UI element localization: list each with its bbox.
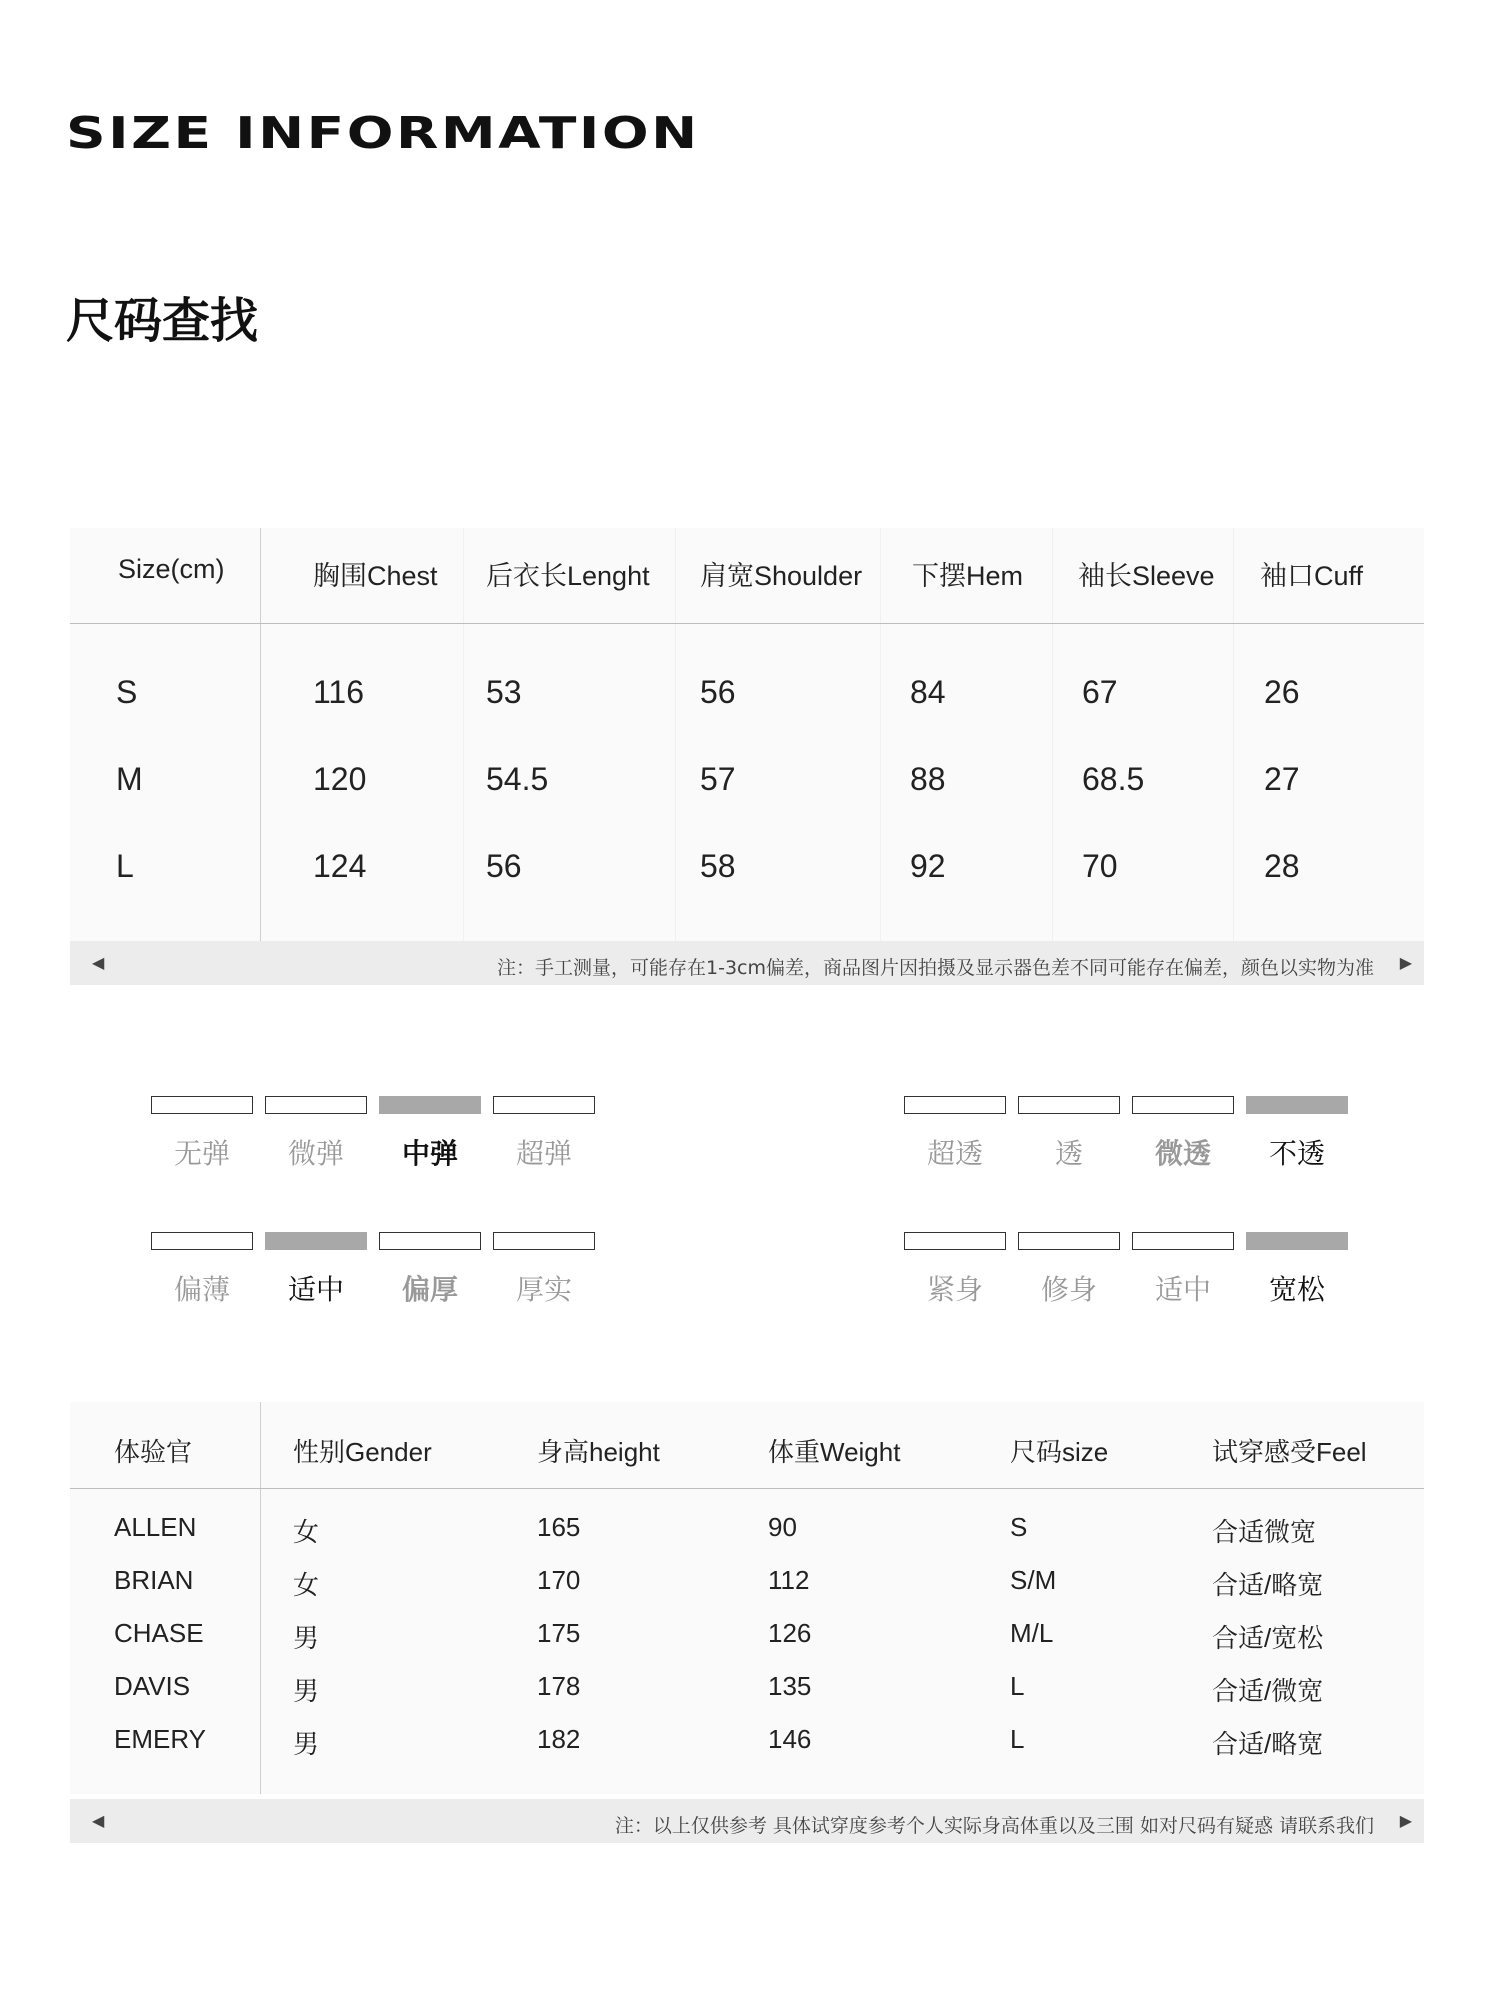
table-cell: 57: [700, 761, 736, 797]
page-subtitle: 尺码查找: [66, 293, 259, 349]
rating-box: [265, 1232, 367, 1250]
column-header: 肩宽Shoulder: [700, 561, 863, 591]
rating-label: 紧身: [926, 1273, 983, 1306]
column-header: 体重Weight: [768, 1437, 901, 1467]
table-cell: 56: [486, 848, 522, 884]
table-cell: 合适微宽: [1212, 1517, 1317, 1547]
table-cell: L: [1010, 1724, 1025, 1754]
column-divider: [463, 528, 464, 942]
rating-label: 微弹: [287, 1137, 344, 1170]
rating-box: [151, 1232, 253, 1250]
table-cell: DAVIS: [114, 1671, 191, 1701]
scroll-left-arrow-icon[interactable]: ◀: [92, 955, 105, 972]
table-cell: 178: [537, 1671, 581, 1701]
size-table: [70, 528, 1424, 942]
rating-label: 宽松: [1268, 1273, 1325, 1306]
scroll-right-arrow-icon[interactable]: ▶: [1399, 1813, 1412, 1830]
rating-label: 透: [1054, 1137, 1083, 1170]
rating-label: 中弹: [401, 1137, 458, 1170]
tester-table-scroll-bar: [70, 1799, 1424, 1843]
table-cell: 合适/宽松: [1212, 1623, 1324, 1653]
tester-table-note: 注：以上仅供参考 具体试穿度参考个人实际身高体重以及三围 如对尺码有疑惑 请联系我们: [614, 1815, 1374, 1837]
table-cell: 126: [768, 1618, 812, 1648]
column-header: 袖口Cuff: [1260, 561, 1364, 591]
column-divider: [1233, 528, 1234, 942]
rating-box: [493, 1096, 595, 1114]
table-cell: 28: [1264, 848, 1300, 884]
rating-label: 偏厚: [401, 1273, 458, 1306]
rating-box: [151, 1096, 253, 1114]
table-cell: 175: [537, 1618, 581, 1648]
table-cell: L: [116, 848, 134, 884]
table-cell: 68.5: [1082, 761, 1145, 797]
column-header: 袖长Sleeve: [1078, 561, 1215, 591]
rating-label: 超透: [926, 1137, 983, 1170]
rating-label: 无弹: [173, 1137, 230, 1170]
table-cell: 男: [293, 1729, 320, 1759]
table-cell: L: [1010, 1671, 1025, 1701]
rating-box: [904, 1096, 1006, 1114]
column-header: 性别Gender: [293, 1437, 432, 1467]
rating-label: 微透: [1154, 1137, 1211, 1170]
table-cell: 70: [1082, 848, 1118, 884]
rating-label: 适中: [1154, 1273, 1211, 1306]
table-cell: S: [116, 674, 138, 710]
table-cell: 170: [537, 1565, 581, 1595]
table-cell: BRIAN: [114, 1565, 194, 1595]
rating-label: 修身: [1040, 1273, 1097, 1306]
column-header: 胸围Chest: [313, 561, 438, 591]
table-cell: ALLEN: [114, 1512, 197, 1542]
table-cell: 116: [313, 674, 365, 710]
column-header: 身高height: [537, 1437, 660, 1467]
table-cell: 135: [768, 1671, 812, 1701]
table-cell: 165: [537, 1512, 581, 1542]
table-cell: CHASE: [114, 1618, 204, 1648]
rating-box: [1018, 1096, 1120, 1114]
table-cell: 合适/略宽: [1212, 1570, 1324, 1600]
table-cell: 53: [486, 674, 522, 710]
table-cell: 女: [293, 1517, 320, 1547]
table-cell: 54.5: [486, 761, 549, 797]
header-divider: [70, 1488, 1424, 1489]
size-table-note: 注：手工测量，可能存在1-3cm偏差，商品图片因拍摄及显示器色差不同可能存在偏差，颜色以实物为准: [497, 957, 1374, 979]
rating-box: [1246, 1096, 1348, 1114]
size-table-scroll-bar: [70, 941, 1424, 985]
column-header: 体验官: [114, 1437, 193, 1467]
scroll-left-arrow-icon[interactable]: ◀: [92, 1813, 105, 1830]
table-cell: S: [1010, 1512, 1028, 1542]
page-headline: SIZE INFORMATION: [66, 108, 700, 159]
table-cell: 26: [1264, 674, 1300, 710]
column-divider: [1052, 528, 1053, 942]
table-cell: EMERY: [114, 1724, 206, 1754]
tester-table: [70, 1402, 1424, 1794]
header-divider: [70, 623, 1424, 624]
rating-box: [379, 1096, 481, 1114]
rating-box: [265, 1096, 367, 1114]
table-cell: 120: [313, 761, 367, 797]
rating-box: [1132, 1232, 1234, 1250]
rating-box: [1132, 1096, 1234, 1114]
table-cell: 合适/略宽: [1212, 1729, 1324, 1759]
table-cell: M/L: [1010, 1618, 1054, 1648]
table-cell: 90: [768, 1512, 797, 1542]
table-cell: 88: [910, 761, 946, 797]
rating-box: [904, 1232, 1006, 1250]
scroll-right-arrow-icon[interactable]: ▶: [1399, 955, 1412, 972]
table-cell: 67: [1082, 674, 1118, 710]
column-header: 尺码size: [1010, 1437, 1109, 1467]
column-divider: [880, 528, 881, 942]
table-cell: 合适/微宽: [1212, 1676, 1324, 1706]
column-divider: [260, 528, 261, 942]
table-cell: 56: [700, 674, 736, 710]
table-cell: 男: [293, 1623, 320, 1653]
rating-label: 偏薄: [173, 1273, 230, 1306]
table-cell: 84: [910, 674, 946, 710]
table-cell: M: [116, 761, 143, 797]
column-header: 试穿感受Feel: [1212, 1437, 1367, 1467]
table-cell: 182: [537, 1724, 581, 1754]
table-cell: 92: [910, 848, 946, 884]
rating-label: 适中: [287, 1273, 344, 1306]
table-cell: 146: [768, 1724, 812, 1754]
rating-box: [1018, 1232, 1120, 1250]
rating-box: [379, 1232, 481, 1250]
column-header: 下摆Hem: [912, 561, 1024, 591]
rating-label: 超弹: [515, 1137, 572, 1170]
table-cell: 男: [293, 1676, 320, 1706]
rating-label: 不透: [1268, 1137, 1325, 1170]
table-cell: 58: [700, 848, 736, 884]
column-header: Size(cm): [118, 554, 225, 584]
table-cell: 112: [768, 1565, 810, 1595]
rating-box: [493, 1232, 595, 1250]
column-divider: [260, 1402, 261, 1794]
column-header: 后衣长Lenght: [486, 561, 650, 591]
table-cell: 124: [313, 848, 367, 884]
table-cell: S/M: [1010, 1565, 1057, 1595]
rating-box: [1246, 1232, 1348, 1250]
rating-label: 厚实: [515, 1273, 572, 1306]
table-cell: 女: [293, 1570, 320, 1600]
column-divider: [675, 528, 676, 942]
table-cell: 27: [1264, 761, 1300, 797]
